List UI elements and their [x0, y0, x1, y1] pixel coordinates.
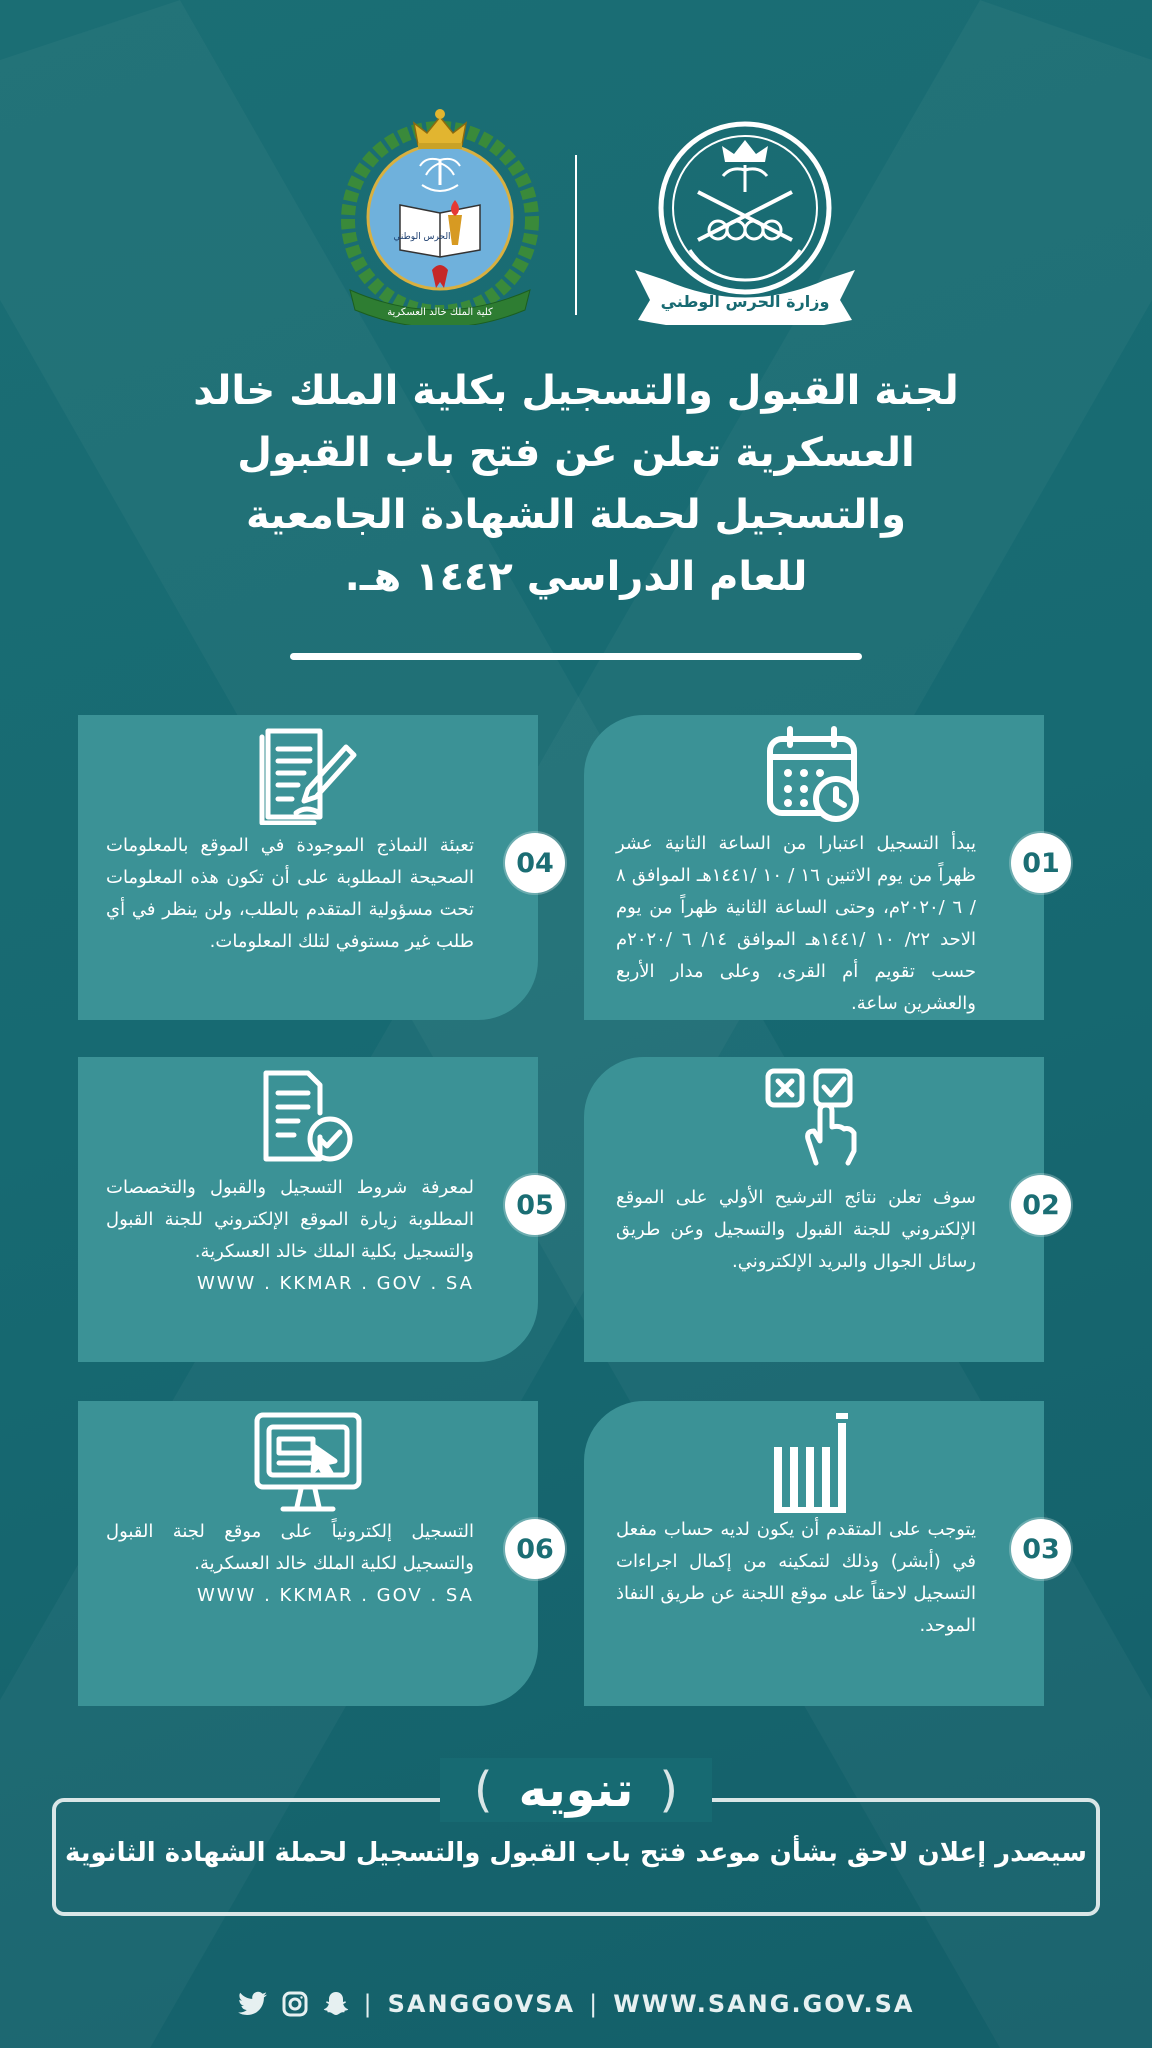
step-text: تعبئة النماذج الموجودة في الموقع بالمعلومات الصحيحة المطلوبة على أن تكون هذه المعلومات تحت مسؤولية المتقدم بالطلب، ولن ينظر في أي طلب غير مستوفي لتلك المعلومات. [106, 835, 474, 952]
emblem-ribbon: كلية الملك خالد العسكرية [387, 307, 493, 318]
bracket-left: ) [473, 1762, 493, 1818]
title-divider [290, 653, 862, 660]
social-handle[interactable]: SANGGOVSA [387, 1990, 576, 2018]
footer [0, 1984, 1152, 2024]
step-text: يتوجب على المتقدم أن يكون لديه حساب مفعل في (أبشر) وذلك لتمكينه من إكمال اجراءات التسجيل لاحقاً على موقع اللجنة عن طريق النفاذ الموحد. [616, 1519, 976, 1636]
title-line: للعام الدراسي ١٤٤٢ هـ. [344, 554, 808, 600]
form-pen-icon [78, 725, 538, 845]
step-number: 04 [505, 833, 565, 893]
step-card-05 [78, 1057, 554, 1362]
title-line: والتسجيل لحملة الشهادة الجامعية [245, 492, 907, 538]
logo-divider [575, 155, 577, 315]
step-text [106, 1516, 474, 1612]
step-number: 01 [1011, 833, 1071, 893]
footer-separator: | [363, 1990, 374, 2018]
announcement-title [100, 360, 1052, 608]
step-number: 05 [505, 1175, 565, 1235]
step-card-04 [78, 715, 554, 1020]
emblem-label: الحرس الوطني [393, 232, 451, 242]
step-number: 06 [505, 1519, 565, 1579]
notice-title-text: تنويه [518, 1762, 634, 1818]
twitter-icon[interactable] [238, 1991, 268, 2017]
absher-logo-icon [584, 1411, 1044, 1531]
checkbox-touch-icon [584, 1067, 1044, 1187]
title-line: لجنة القبول والتسجيل بكلية الملك خالد [193, 368, 959, 414]
step-number: 03 [1011, 1519, 1071, 1579]
kkma-college-emblem [340, 105, 540, 325]
sang-ministry-emblem [630, 120, 860, 325]
step-card-02 [584, 1057, 1060, 1362]
bracket-right: ( [659, 1762, 679, 1818]
calendar-clock-icon [584, 725, 1044, 845]
snapchat-icon[interactable] [322, 1990, 350, 2018]
step-text: يبدأ التسجيل اعتبارا من الساعة الثانية عشر ظهراً من يوم الاثنين ١٦ / ١٠ /١٤٤١هـ الموافق ٨ / ٦ /٢٠٢٠م، وحتى الساعة الثانية ظهراً من يوم الاحد ٢٢/ ١٠ /١٤٤١هـ الموافق ١٤/ ٦ /٢٠٢٠م حسب تقويم أم القرى، وعلى مدار الأربع والعشرين ساعة. [616, 833, 976, 1014]
title-line: العسكرية تعلن عن فتح باب القبول [237, 430, 915, 476]
step-card-06 [78, 1401, 554, 1706]
notice-title [440, 1758, 712, 1822]
step-text [106, 1172, 474, 1300]
monitor-click-icon [78, 1411, 538, 1531]
website-link[interactable]: WWW.SANG.GOV.SA [613, 1990, 915, 2018]
notice-text: سيصدر إعلان لاحق بشأن موعد فتح باب القبول والتسجيل لحملة الشهادة الثانوية [65, 1838, 1087, 1868]
document-check-icon [78, 1067, 538, 1187]
step-text-body: التسجيل إلكترونياً على موقع لجنة القبول والتسجيل لكلية الملك خالد العسكرية. [106, 1521, 474, 1574]
step-card-01 [584, 715, 1060, 1020]
step-text-body: لمعرفة شروط التسجيل والقبول والتخصصات المطلوبة زيارة الموقع الإلكتروني للجنة القبول والتسجيل بكلية الملك خالد العسكرية. [106, 1177, 474, 1262]
logos-header [0, 105, 1152, 335]
step-number: 02 [1011, 1175, 1071, 1235]
step-card-03 [584, 1401, 1060, 1706]
footer-separator: | [589, 1990, 600, 2018]
step-text: سوف تعلن نتائج الترشيح الأولي على الموقع الإلكتروني للجنة القبول والتسجيل وعن طريق رسائل الجوال والبريد الإلكتروني. [616, 1187, 976, 1272]
step-url: WWW . KKMAR . GOV . SA [196, 1585, 474, 1606]
step-url: WWW . KKMAR . GOV . SA [196, 1273, 474, 1294]
instagram-icon[interactable] [282, 1991, 308, 2017]
ministry-ribbon: وزارة الحرس الوطني [660, 292, 830, 311]
